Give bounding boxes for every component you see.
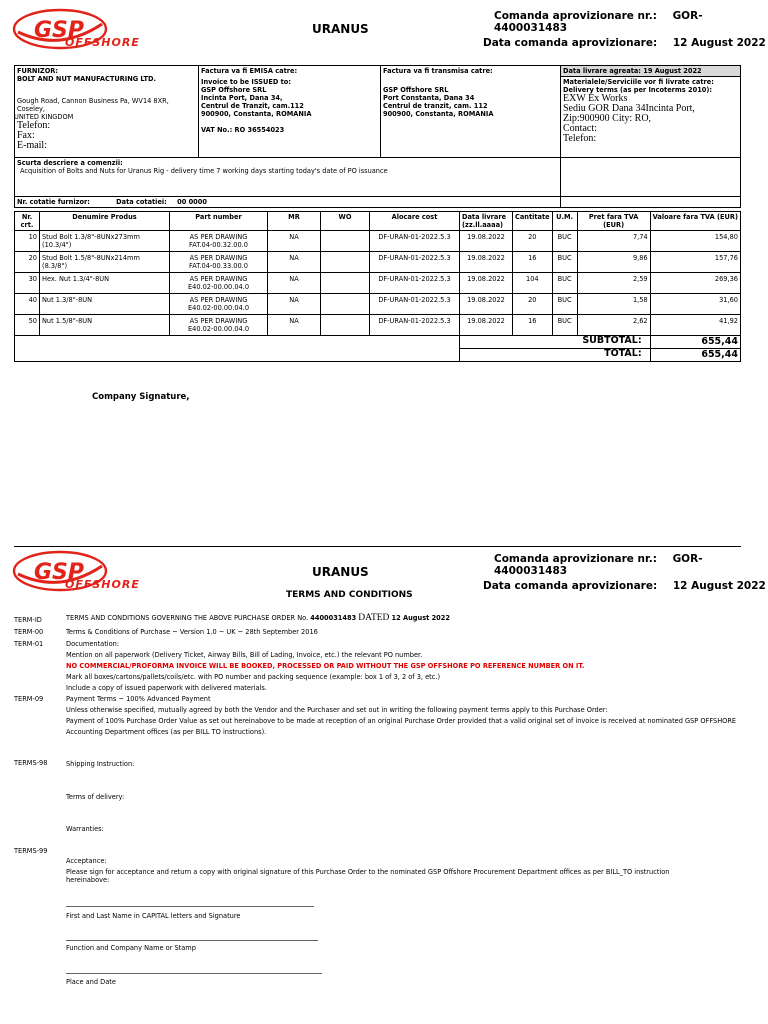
term-id-text: [66, 614, 746, 622]
item-um: BUC: [552, 273, 577, 294]
order-date-label: Data comanda aprovizionare:: [483, 580, 658, 592]
item-delivery-date: 19.08.2022: [460, 294, 513, 315]
supplier-title: FURNIZOR:: [17, 67, 59, 75]
term-code: TERMS-98: [14, 759, 48, 767]
acceptance-text: Please sign for acceptance and return a copy with original signature of this Purchase Order to the nominated GSP Offshore Procurement Department offices as per BILL_TO instruction: [66, 868, 670, 876]
item-part-number: [170, 231, 268, 252]
term-01-block: [66, 640, 746, 692]
item-part-number-line: AS PER DRAWING: [189, 296, 248, 304]
gsp-offshore-logo-terms: [12, 550, 152, 600]
subtotal-value: 655,44: [650, 336, 740, 349]
item-nr: 30: [15, 273, 40, 294]
item-name: Nut 1.3/8"-8UN: [40, 294, 170, 315]
gsp-logo-graphic: [12, 8, 157, 56]
description-cell: [15, 158, 561, 197]
quote-number-label: Nr. cotatie furnizor:: [17, 198, 90, 206]
item-value: 154,80: [650, 231, 740, 252]
item-part-number: [170, 315, 268, 336]
item-quantity: 20: [513, 294, 553, 315]
item-part-number-line: AS PER DRAWING: [189, 254, 248, 262]
order-number-label: Comanda aprovizionare nr.:: [494, 10, 657, 22]
item-part-number-line: E40.02-00.00.04.0: [187, 283, 250, 291]
invoice-issue-line: Invoice to be ISSUED to:: [201, 78, 291, 86]
terms-subtitle: TERMS AND CONDITIONS: [286, 590, 413, 600]
signature-line-name[interactable]: [66, 906, 314, 907]
term-code: TERM-00: [14, 628, 44, 636]
item-delivery-date: 19.08.2022: [460, 231, 513, 252]
item-quantity: 16: [513, 252, 553, 273]
invoice-issue-line: Incinta Port, Dana 34,: [201, 94, 283, 102]
invoice-send-line: GSP Offshore SRL: [383, 86, 449, 94]
signature-function-label: Function and Company Name or Stamp: [66, 944, 196, 952]
item-delivery-date: 19.08.2022: [460, 273, 513, 294]
item-name: Stud Bolt 1.5/8"-8UNx214mm (8.3/8"): [40, 252, 170, 273]
term-01-line: Documentation:: [66, 640, 120, 648]
delivery-agreed-date: Data livrare agreata: 19 August 2022: [561, 66, 740, 77]
term-01-line: Mark all boxes/cartons/pallets/coils/etc. with PO number and packing sequence (example: box 1 of 3, 2 of 3, etc.): [66, 673, 441, 681]
item-row: [15, 273, 741, 294]
item-delivery-date: 19.08.2022: [460, 315, 513, 336]
order-date-row: [483, 37, 766, 49]
term-code: TERM-09: [14, 695, 44, 703]
item-um: BUC: [552, 252, 577, 273]
item-mr: NA: [268, 315, 321, 336]
term-09-line: Accounting Department offices (as per BILL TO instructions).: [66, 728, 267, 736]
item-row: [15, 231, 741, 252]
supplier-country: UNITED KINGDOM: [14, 113, 74, 121]
total-label: TOTAL:: [460, 349, 651, 362]
item-part-number-line: AS PER DRAWING: [189, 275, 248, 283]
item-part-number: [170, 252, 268, 273]
subtotal-label: SUBTOTAL:: [460, 336, 651, 349]
item-part-number-line: AS PER DRAWING: [189, 233, 248, 241]
description-label: Scurta descriere a comenzii:: [17, 159, 123, 167]
item-delivery-date: 19.08.2022: [460, 252, 513, 273]
total-value: 655,44: [650, 349, 740, 362]
delivery-line: Materialele/Serviciile vor fi livrate catre:: [563, 78, 714, 86]
item-wo: [321, 273, 370, 294]
item-part-number-line: FAT.04-00.32.00.0: [189, 241, 248, 249]
col-header-unit-price: Pret fara TVA (EUR): [577, 212, 650, 231]
item-mr: NA: [268, 231, 321, 252]
terms-page-title: URANUS: [312, 565, 369, 579]
item-row: [15, 252, 741, 273]
order-number: GOR-4400031483: [494, 553, 703, 577]
item-name: Stud Bolt 1.3/8"-8UNx273mm (10.3/4"): [40, 231, 170, 252]
col-header-part-number: Part number: [170, 212, 268, 231]
item-um: BUC: [552, 294, 577, 315]
item-nr: 50: [15, 315, 40, 336]
delivery-incoterm: EXW Ex Works: [563, 93, 628, 104]
term-00-text: Terms & Conditions of Purchase ~ Version 1.0 ~ UK ~ 28th September 2016: [66, 628, 318, 636]
invoice-issue-cell: [199, 66, 381, 158]
logo-offshore-text: OFFSHORE: [65, 578, 140, 591]
signature-line-place[interactable]: [66, 973, 322, 974]
order-date: 12 August 2022: [672, 580, 766, 592]
col-header-cost-allocation: Alocare cost: [370, 212, 460, 231]
term-id-lead: TERMS AND CONDITIONS GOVERNING THE ABOVE PURCHASE ORDER No.: [66, 614, 309, 622]
item-value: 269,36: [650, 273, 740, 294]
item-nr: 10: [15, 231, 40, 252]
item-unit-price: 7,74: [577, 231, 650, 252]
delivery-phone: Telefon:: [563, 133, 597, 144]
term-09-line: Payment Terms ~ 100% Advanced Payment: [66, 695, 211, 703]
supplier-address: Gough Road, Cannon Business Pa, WV14 8XR, Coseley,: [17, 97, 169, 113]
item-part-number-line: E40.02-00.00.04.0: [187, 304, 250, 312]
col-header-product: Denumire Produs: [40, 212, 170, 231]
quote-date-label: Data cotatiei:: [116, 198, 167, 206]
order-date-label: Data comanda aprovizionare:: [483, 37, 658, 49]
supplier-email-label: E-mail:: [17, 140, 47, 151]
item-nr: 40: [15, 294, 40, 315]
term-code: TERM-ID: [14, 616, 42, 624]
quote-cell: [15, 197, 561, 208]
invoice-send-line: 900900, Constanta, ROMANIA: [383, 110, 494, 118]
term-code: TERMS-99: [14, 847, 48, 855]
delivery-address: Sediu GOR Dana 34Incinta Port,: [563, 103, 695, 114]
order-number-label: Comanda aprovizionare nr.:: [494, 553, 657, 565]
term-09-line: Payment of 100% Purchase Order Value as set out hereinabove to be made at reception of an original Purchase Order provided that a valid original set of invoice is received at nominated GSP OFFSHORE: [66, 717, 737, 725]
item-wo: [321, 294, 370, 315]
item-part-number-line: AS PER DRAWING: [189, 317, 248, 325]
item-cost-allocation: DF-URAN-01-2022.5.3: [370, 273, 460, 294]
item-value: 31,60: [650, 294, 740, 315]
item-mr: NA: [268, 294, 321, 315]
term-09-line: Unless otherwise specified, mutually agreed by both the Vendor and the Purchaser and set out in writing the following payment terms apply to this Purchase Order:: [66, 706, 608, 714]
term-09-block: [66, 695, 746, 736]
item-name: Nut 1.5/8"-8UN: [40, 315, 170, 336]
parties-table: [14, 65, 741, 208]
invoice-issue-line: GSP Offshore SRL: [201, 86, 267, 94]
term-99-block: [66, 857, 746, 884]
item-wo: [321, 231, 370, 252]
item-wo: [321, 252, 370, 273]
delivery-terms: Delivery terms (as per Incoterms 2010):: [563, 86, 713, 94]
supplier-phone-label: Telefon:: [17, 120, 51, 131]
col-header-delivery-date: Data livrare (zz.ll.aaaa): [460, 212, 513, 231]
order-number: GOR-4400031483: [494, 10, 703, 34]
company-signature-label: Company Signature,: [92, 392, 190, 402]
invoice-issue-title: Factura va fi EMISA catre:: [201, 67, 298, 75]
delivery-cell: [561, 66, 741, 158]
item-quantity: 104: [513, 273, 553, 294]
supplier-name: BOLT AND NUT MANUFACTURING LTD.: [17, 75, 157, 83]
invoice-send-line: Centrul de tranzit, cam. 112: [383, 102, 488, 110]
item-part-number: [170, 273, 268, 294]
item-cost-allocation: DF-URAN-01-2022.5.3: [370, 252, 460, 273]
quote-empty-cell: [561, 197, 741, 208]
item-unit-price: 2,59: [577, 273, 650, 294]
item-quantity: 16: [513, 315, 553, 336]
invoice-issue-line: Centrul de Tranzit, cam.112: [201, 102, 304, 110]
item-unit-price: 1,58: [577, 294, 650, 315]
supplier-cell: [15, 66, 199, 158]
invoice-send-title: Factura va fi transmisa catre:: [383, 67, 493, 75]
item-row: [15, 315, 741, 336]
delivery-contact: Contact:: [563, 123, 597, 134]
items-table: [14, 211, 741, 362]
invoice-issue-line: 900900, Constanta, ROMANIA: [201, 110, 312, 118]
item-value: 157,76: [650, 252, 740, 273]
item-part-number-line: FAT.04-00.33.00.0: [189, 262, 248, 270]
page-title: URANUS: [312, 22, 369, 36]
terms-order-date-row: [483, 580, 766, 592]
signature-name-label: First and Last Name in CAPITAL letters and Signature: [66, 912, 241, 920]
order-number-row: [494, 10, 768, 34]
col-header-mr: MR: [268, 212, 321, 231]
logo-gsp-text: GSP: [34, 560, 85, 585]
item-unit-price: 9,86: [577, 252, 650, 273]
signature-place-label: Place and Date: [66, 978, 116, 986]
invoice-send-cell: [381, 66, 561, 158]
col-header-nr: Nr. crt.: [15, 212, 40, 231]
item-part-number: [170, 294, 268, 315]
subtotal-row: [15, 336, 741, 349]
page-divider: [14, 546, 741, 547]
warranties-label: Warranties:: [66, 825, 104, 833]
item-cost-allocation: DF-URAN-01-2022.5.3: [370, 315, 460, 336]
item-wo: [321, 315, 370, 336]
signature-line-function[interactable]: [66, 940, 318, 941]
item-um: BUC: [552, 315, 577, 336]
vat-number: VAT No.: RO 36554023: [201, 126, 285, 134]
description-text: Acquisition of Bolts and Nuts for Uranus Rig - delivery time 7 working days starting today's date of PO issuance: [20, 167, 388, 175]
invoice-send-line: Port Constanta, Dana 34: [383, 94, 475, 102]
term-01-warning: NO COMMERCIAL/PROFORMA INVOICE WILL BE BOOKED, PROCESSED OR PAID WITHOUT THE GSP OFFSHORE PO REFERENCE NUMBER ON IT.: [66, 662, 585, 670]
items-header-row: [15, 212, 741, 231]
description-empty-cell: [561, 158, 741, 197]
item-name: Hex. Nut 1.3/4"-8UN: [40, 273, 170, 294]
term-id-po-number: 4400031483: [310, 614, 357, 622]
item-row: [15, 294, 741, 315]
order-date: 12 August 2022: [672, 37, 766, 49]
item-value: 41,92: [650, 315, 740, 336]
term-id-date: 12 August 2022: [391, 614, 450, 622]
terms-of-delivery-label: Terms of delivery:: [66, 793, 125, 801]
supplier-fax-label: Fax:: [17, 130, 35, 141]
term-01-line: Mention on all paperwork (Delivery Ticket, Airway Bills, Bill of Lading, Invoice, etc.) the relevant PO number.: [66, 651, 423, 659]
total-row: [15, 349, 741, 362]
col-header-wo: WO: [321, 212, 370, 231]
gsp-offshore-logo: [12, 8, 152, 58]
item-cost-allocation: DF-URAN-01-2022.5.3: [370, 294, 460, 315]
delivery-zip: Zip:900900 City: RO,: [563, 113, 652, 124]
col-header-value: Valoare fara TVA (EUR): [650, 212, 740, 231]
item-nr: 20: [15, 252, 40, 273]
item-cost-allocation: DF-URAN-01-2022.5.3: [370, 231, 460, 252]
logo-gsp-text: GSP: [34, 18, 85, 43]
item-unit-price: 2,62: [577, 315, 650, 336]
logo-offshore-text: OFFSHORE: [65, 36, 140, 49]
item-mr: NA: [268, 273, 321, 294]
gsp-logo-graphic: [12, 550, 157, 598]
shipping-instruction-label: Shipping Instruction:: [66, 760, 135, 768]
col-header-quantity: Cantitate: [513, 212, 553, 231]
acceptance-text: hereinabove:: [66, 876, 110, 884]
item-part-number-line: E40.02-00.00.04.0: [187, 325, 250, 333]
item-quantity: 20: [513, 231, 553, 252]
term-01-line: Include a copy of issued paperwork with delivered materials.: [66, 684, 267, 692]
term-id-dated: DATED: [358, 613, 390, 623]
term-code: TERM-01: [14, 640, 44, 648]
col-header-um: U.M.: [552, 212, 577, 231]
item-mr: NA: [268, 252, 321, 273]
terms-order-number-row: [494, 553, 768, 577]
item-um: BUC: [552, 231, 577, 252]
acceptance-label: Acceptance:: [66, 857, 107, 865]
quote-date-value: 00 0000: [177, 198, 207, 206]
